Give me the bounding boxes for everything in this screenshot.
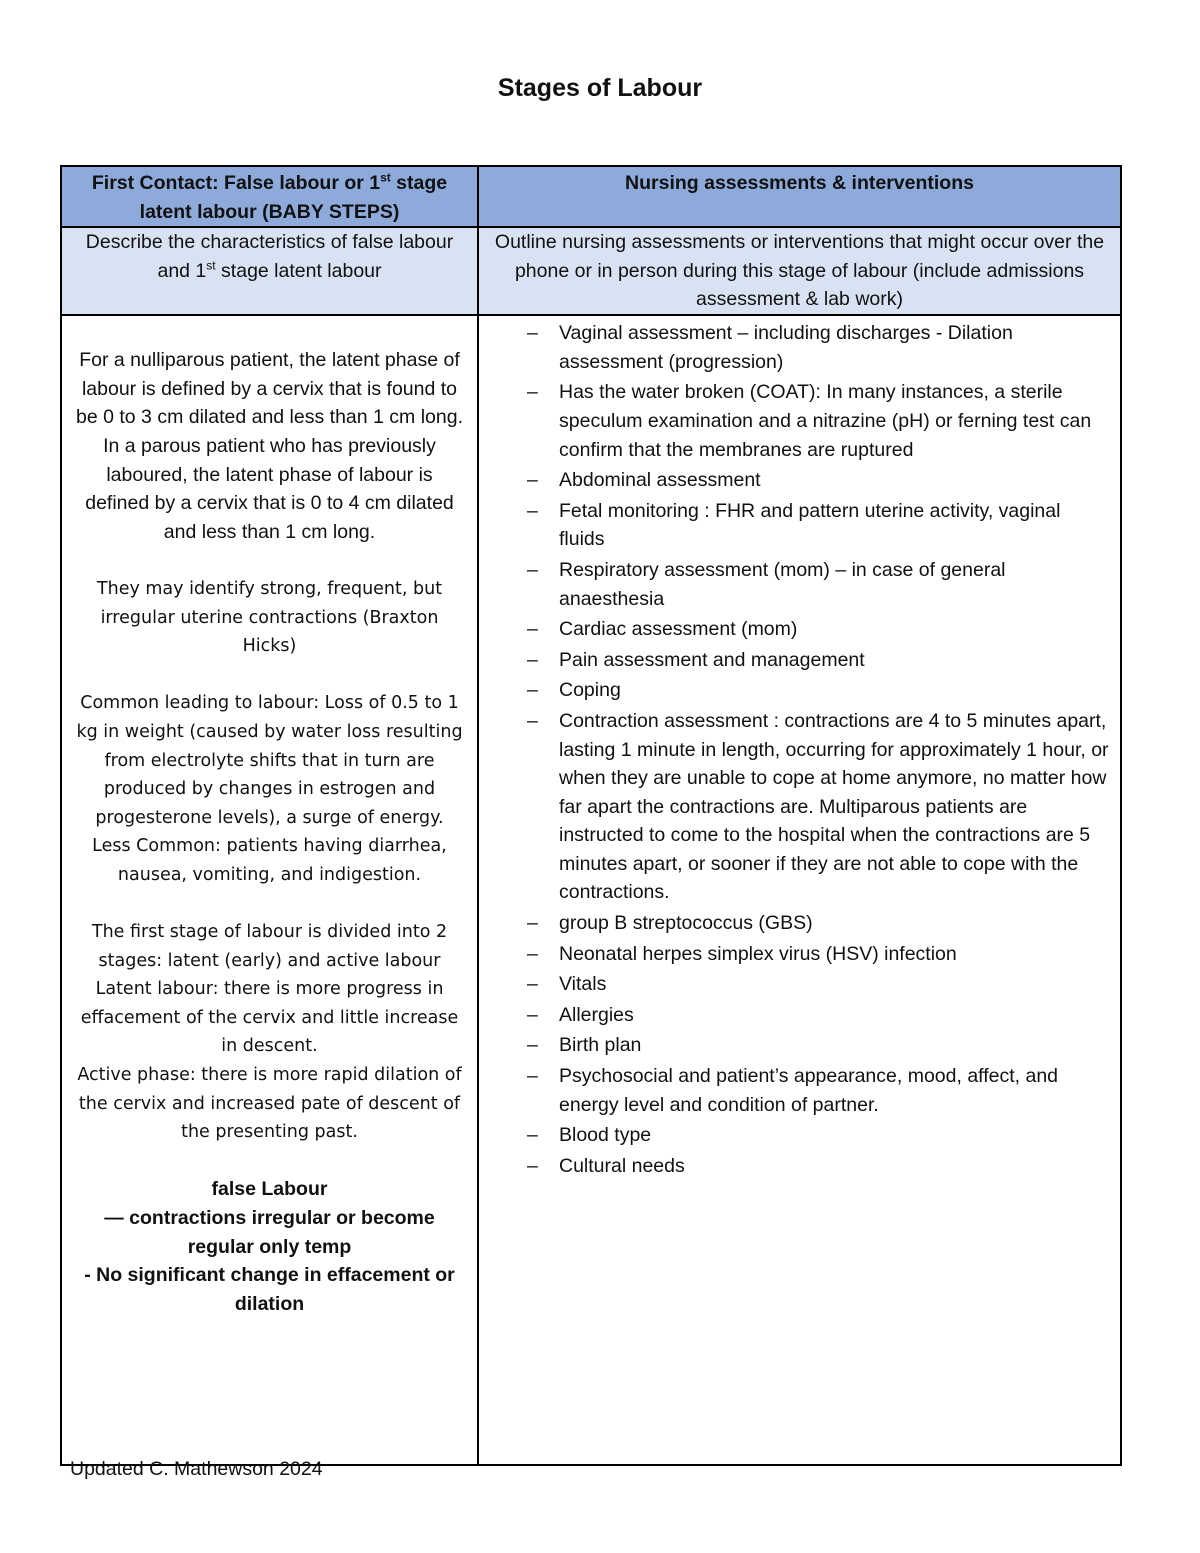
list-item: – group B streptococcus (GBS) (489, 909, 1110, 938)
subheader-col2: Outline nursing assessments or interventions that might occur over the phone or in person during this stage of labour (include admissions assessment & lab work) (478, 227, 1121, 315)
list-item: – Vitals (489, 970, 1110, 999)
active-phase-paragraph: Active phase: there is more rapid dilation of the cervix and increased pate of descent of the presenting past. (77, 1065, 462, 1143)
header-col2: Nursing assessments & interventions (478, 166, 1121, 227)
assessments-cell (478, 315, 1121, 1465)
content-row (61, 315, 1121, 1465)
list-item: – Cultural needs (489, 1152, 1110, 1181)
list-item: – Coping (489, 676, 1110, 705)
nulliparous-paragraph: For a nulliparous patient, the latent phase of labour is defined by a cervix that is found to be 0 to 3 cm dilated and less than 1 cm long. In a parous patient who has previously laboured, the latent phase of labour is defined by a cervix that is 0 to 4 cm dilated and less than 1 cm long. (76, 349, 463, 543)
false-labour-heading: false Labour (211, 1178, 328, 1201)
list-item: – Vaginal assessment – including discharges - Dilation assessment (progression) (489, 319, 1110, 376)
list-item: – Neonatal herpes simplex virus (HSV) infection (489, 940, 1110, 969)
list-item: – Abdominal assessment (489, 466, 1110, 495)
braxton-hicks-paragraph: They may identify strong, frequent, but irregular uterine contractions (Braxton Hicks) (96, 578, 443, 657)
false-labour-point-1: — contractions irregular or become regular only temp (104, 1207, 435, 1258)
list-item: – Cardiac assessment (mom) (489, 615, 1110, 644)
labour-table (60, 165, 1122, 1466)
list-item: – Blood type (489, 1121, 1110, 1150)
footer-credit: Updated C. Mathewson 2024 (70, 1458, 323, 1480)
list-item: – Pain assessment and management (489, 646, 1110, 675)
list-item: – Fetal monitoring : FHR and pattern uterine activity, vaginal fluids (489, 497, 1110, 554)
list-item: – Has the water broken (COAT): In many instances, a sterile speculum examination and a nitrazine (pH) or ferning test can confirm that the membranes are ruptured (489, 378, 1110, 464)
subheader-col1: Describe the characteristics of false labour and 1st stage latent labour (61, 227, 478, 315)
list-item: – Birth plan (489, 1031, 1110, 1060)
less-common-paragraph: Less Common: patients having diarrhea, nausea, vomiting, and indigestion. (92, 836, 447, 885)
header-col1: First Contact: False labour or 1st stage latent labour (BABY STEPS) (61, 166, 478, 227)
subheader-row (61, 227, 1121, 315)
first-stage-paragraph: The first stage of labour is divided into 2 stages: latent (early) and active labour (91, 922, 448, 971)
page-title: Stages of Labour (497, 74, 703, 102)
header-row (61, 166, 1121, 227)
latent-labour-paragraph: Latent labour: there is more progress in effacement of the cervix and little increase in descent. (80, 979, 459, 1057)
list-item: – Respiratory assessment (mom) – in case of general anaesthesia (489, 556, 1110, 613)
false-labour-point-2: - No significant change in effacement or dilation (84, 1264, 455, 1315)
common-signs-paragraph: Common leading to labour: Loss of 0.5 to 1 kg in weight (caused by water loss resulting from electrolyte shifts that in turn are produced by changes in estrogen and progesterone levels), a surge of energy. (76, 693, 463, 828)
list-item: – Contraction assessment : contractions are 4 to 5 minutes apart, lasting 1 minute in length, occurring for approximately 1 hour, or when they are unable to cope at home anymore, no matter how far apart the contractions are. Multiparous patients are instructed to come to the hospital when the contractions are 5 minutes apart, or sooner if they are not able to cope with the contractions. (489, 707, 1110, 907)
list-item: – Allergies (489, 1001, 1110, 1030)
characteristics-cell (61, 315, 478, 1465)
assessment-list (489, 316, 1110, 1180)
list-item: – Psychosocial and patient’s appearance, mood, affect, and energy level and condition of partner. (489, 1062, 1110, 1119)
